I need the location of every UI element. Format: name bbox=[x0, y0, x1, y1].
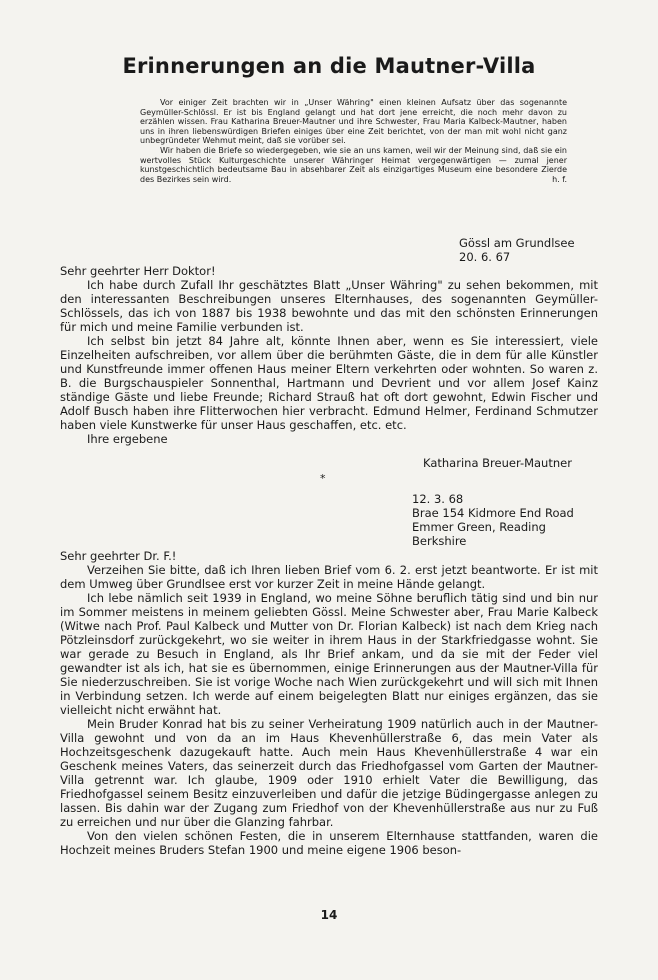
intro-paragraph-2-text: Wir haben die Briefe so wiedergegeben, wie sie an uns kamen, weil wir der Meinung sind, daß sie ein wertvolles Stück Kulturgeschichte unserer Währinger Heimat vergegenwärtigen — zumal jener kunstgeschichtlich bedeutsame Bau in absehbarer Zeit als einzigartiges Museum eine besondere Zierde des Bezirkes sein wird. bbox=[140, 145, 567, 184]
letter1-body bbox=[60, 264, 598, 446]
letter2-header bbox=[412, 492, 574, 548]
separator-star: * bbox=[320, 472, 326, 485]
letter2-date: 12. 3. 68 bbox=[412, 492, 464, 506]
letter1-header bbox=[459, 236, 575, 264]
letter2-address-line-2: Emmer Green, Reading bbox=[412, 520, 546, 534]
letter1-paragraph-2: Ich selbst bin jetzt 84 Jahre alt, könnte Ihnen aber, wenn es Sie interessiert, viele Einzelheiten aufschreiben, vor allem über die berühmten Gäste, die in dem für alle Künstler und Kunstfreunde immer offenen Haus meiner Eltern verkehrten oder wohnten. So waren z. B. die Burgschauspieler Sonnenthal, Hartmann und Devrient und vor allem Josef Kainz ständige Gäste und liebe Freunde; Richard Strauß hat oft dort gewohnt, Edwin Fischer und Adolf Busch haben ihre Flitterwochen hier verbracht. Edmund Helmer, Ferdinand Schmutzer haben viele Kunstwerke für unser Haus geschaffen, etc. etc. bbox=[60, 334, 598, 432]
letter1-salutation: Sehr geehrter Herr Doktor! bbox=[60, 264, 216, 278]
letter2-salutation: Sehr geehrter Dr. F.! bbox=[60, 549, 177, 563]
letter2-paragraph-1: Verzeihen Sie bitte, daß ich Ihren lieben Brief vom 6. 2. erst jetzt beantworte. Er ist mit dem Umweg über Grundlsee erst vor kurzer Zeit in meine Hände gelangt. bbox=[60, 563, 598, 591]
page-number: 14 bbox=[320, 908, 338, 922]
intro-signature: h. f. bbox=[552, 174, 567, 184]
letter1-date: 20. 6. 67 bbox=[459, 250, 511, 264]
letter1-place: Gössl am Grundlsee bbox=[459, 236, 575, 250]
letter2-paragraph-2: Ich lebe nämlich seit 1939 in England, wo meine Söhne beruflich tätig sind und bin nur im Sommer meistens in meinem geliebten Gössl. Meine Schwester aber, Frau Marie Kalbeck (Witwe nach Prof. Paul Kalbeck und Mutter von Dr. Florian Kalbeck) ist nach dem Krieg nach Pötzleinsdorf zurückgekehrt, wo sie weiter in ihrem Haus in der Starkfriedgasse wohnt. Sie war gerade zu Besuch in England, als Ihr Brief ankam, und da sie mit der Feder viel gewandter ist als ich, hat sie es übernommen, einige Erinnerungen aus der Mautner-Villa für Sie niederzuschreiben. Sie ist vorige Woche nach Wien zurückgekehrt und will sich mit Ihnen in Verbindung setzen. Ich werde auf einem beigelegten Blatt nur einiges ergänzen, das sie vielleicht nicht erwähnt hat. bbox=[60, 591, 598, 717]
letter1-paragraph-1: Ich habe durch Zufall Ihr geschätztes Blatt „Unser Währing" zu sehen bekommen, mit den interessanten Beschreibungen unseres Elternhauses, des sogenannten Geymüller-Schlössels, das ich von 1887 bis 1938 bewohnte und das mit den schönsten Erinnerungen für mich und meine Familie verbunden ist. bbox=[60, 278, 598, 334]
intro-paragraph-2 bbox=[140, 146, 567, 184]
letter2-address-line-3: Berkshire bbox=[412, 534, 467, 548]
letter2-paragraph-3: Mein Bruder Konrad hat bis zu seiner Verheiratung 1909 natürlich auch in der Mautner-Villa gewohnt und von da an im Haus Khevenhüllerstraße 6, das mein Vater als Hochzeitsgeschenk dazugekauft hatte. Auch mein Haus Khevenhüllerstraße 4 war ein Geschenk meines Vaters, das seinerzeit durch das Friedhofgassel vom Garten der Mautner-Villa getrennt war. Ich glaube, 1909 oder 1910 erhielt Vater die Bewilligung, das Friedhofgassel seinem Besitz einzuverleiben und dafür die jetzige Büdingergasse anlegen zu lassen. Bis dahin war der Zugang zum Friedhof von der Khevenhüllerstraße aus nur zu Fuß zu erreichen und nur über die Glanzing fahrbar. bbox=[60, 717, 598, 829]
letter2-address-line-1: Brae 154 Kidmore End Road bbox=[412, 506, 574, 520]
letter2-paragraph-4: Von den vielen schönen Festen, die in unserem Elternhause stattfanden, waren die Hochzeit meines Bruders Stefan 1900 und meine eigene 1906 beson- bbox=[60, 829, 598, 857]
letter1-signature: Katharina Breuer-Mautner bbox=[423, 456, 572, 470]
letter2-body bbox=[60, 549, 598, 857]
letter1-closing: Ihre ergebene bbox=[87, 432, 168, 446]
intro-text bbox=[140, 98, 567, 184]
intro-paragraph-1: Vor einiger Zeit brachten wir in „Unser Währing" einen kleinen Aufsatz über das sogenannte Geymüller-Schlössl. Er ist bis England gelangt und hat dort jene erreicht, die noch mehr davon zu erzählen wissen. Frau Katharina Breuer-Mautner und ihre Schwester, Frau Maria Kalbeck-Mautner, haben uns in ihren liebenswürdigen Briefen einiges über eine Zeit berichtet, von der man mit wohl nicht ganz unbegründeter Wehmut meint, daß sie vorüber sei. bbox=[140, 98, 567, 146]
page-title: Erinnerungen an die Mautner-Villa bbox=[122, 54, 536, 78]
